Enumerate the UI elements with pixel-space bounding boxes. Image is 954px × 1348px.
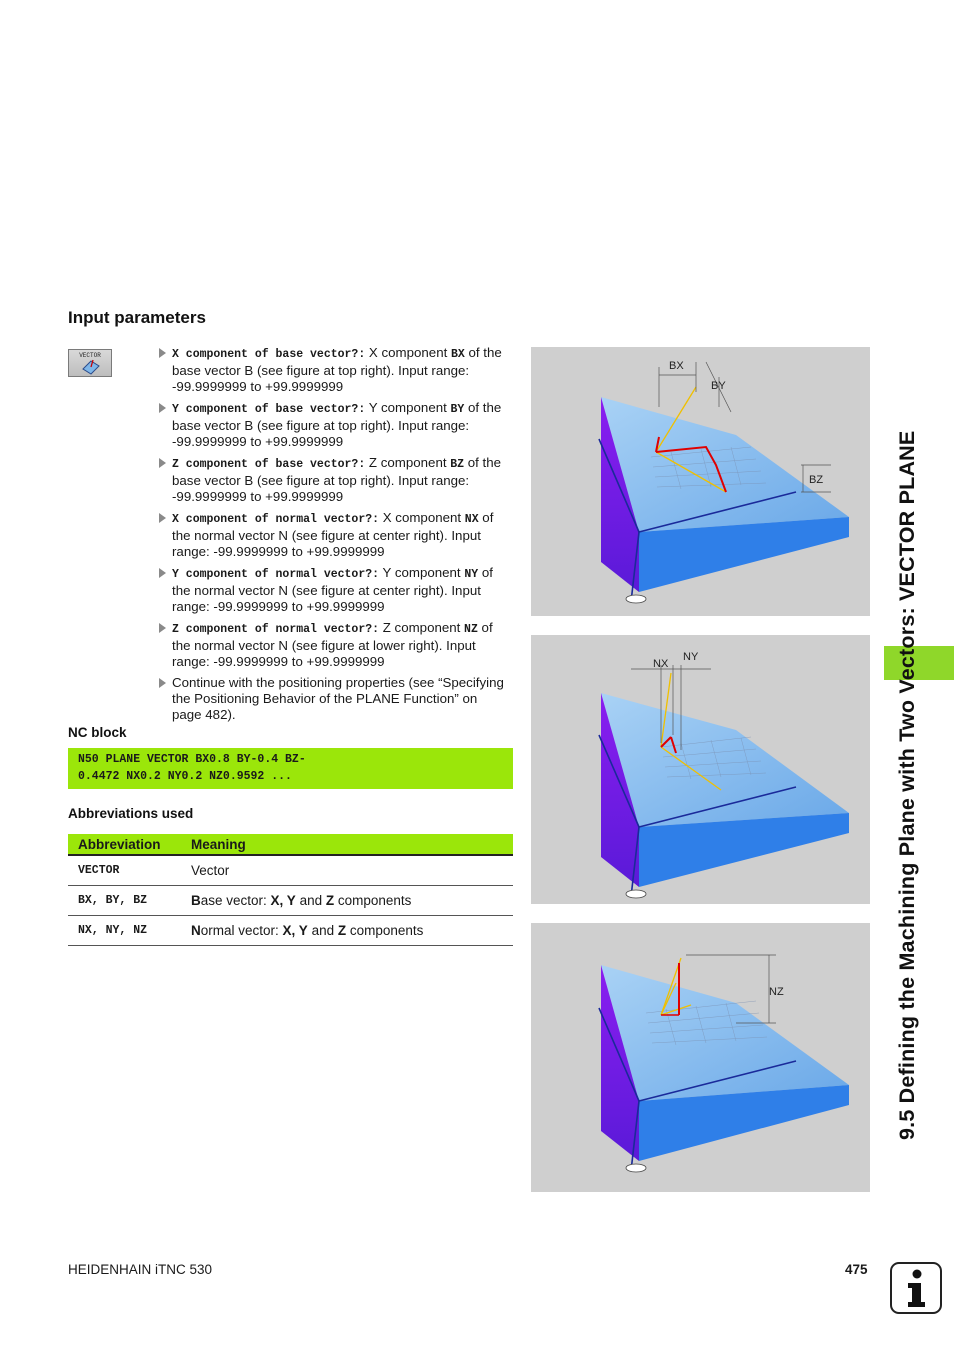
base-vector-illustration: [531, 347, 870, 616]
continue-item: [158, 675, 510, 723]
bullet-triangle-icon: [159, 513, 166, 523]
param-nx: X component of normal vector?: X component NX of the normal vector N (see figure at center right). Input range: -99.9999999 to +99.9999999: [158, 510, 510, 560]
figure-normal-vector-xy: [531, 635, 870, 904]
param-nz: Z component of normal vector?: Z component NZ of the normal vector N (see figure at lower right). Input range: -99.9999999 to +99.9999999: [158, 620, 510, 670]
param-by: Y component of base vector?: Y component BY of the base vector B (see figure at top right). Input range: -99.9999999 to +99.9999999: [158, 400, 510, 450]
meaning-cell: Base vector: X, Y and Z components: [181, 886, 513, 916]
figure-base-vector: [531, 347, 870, 616]
bullet-triangle-icon: [159, 678, 166, 688]
label-nx: NX: [653, 658, 669, 670]
abbreviations-heading: Abbreviations used: [68, 806, 194, 821]
label-bx: BX: [669, 360, 684, 372]
label-nz: NZ: [769, 986, 784, 998]
softkey-label: VECTOR: [79, 352, 101, 359]
param-bx: X component of base vector?: X component BX of the base vector B (see figure at top right). Input range: -99.9999999 to +99.9999999: [158, 345, 510, 395]
table-header-row: [68, 834, 513, 855]
bullet-triangle-icon: [159, 623, 166, 633]
bullet-triangle-icon: [159, 458, 166, 468]
vector-plane-icon: [81, 359, 101, 375]
table-row: [68, 916, 513, 946]
normal-vector-xy-illustration: [531, 635, 870, 904]
normal-vector-z-illustration: [531, 923, 870, 1192]
figure-normal-vector-z: [531, 923, 870, 1192]
abbr-cell: NX, NY, NZ: [68, 916, 181, 946]
label-by: BY: [711, 380, 726, 392]
info-icon: [890, 1262, 942, 1314]
nc-line-1: N50 PLANE VECTOR BX0.8 BY-0.4 BZ-: [78, 753, 306, 766]
bullet-triangle-icon: [159, 568, 166, 578]
nc-block-code: [68, 748, 513, 789]
parameter-list: [158, 345, 510, 728]
abbr-cell: BX, BY, BZ: [68, 886, 181, 916]
nc-line-2: 0.4472 NX0.2 NY0.2 NZ0.9592 ...: [78, 770, 292, 783]
param-bz: Z component of base vector?: Z component BZ of the base vector B (see figure at top right). Input range: -99.9999999 to +99.9999999: [158, 455, 510, 505]
table-row: [68, 855, 513, 886]
label-bz: BZ: [809, 474, 824, 486]
page-number: 475: [845, 1262, 868, 1277]
section-title: Input parameters: [68, 308, 206, 327]
param-ny: Y component of normal vector?: Y component NY of the normal vector N (see figure at center right). Input range: -99.9999999 to +99.9999999: [158, 565, 510, 615]
col-meaning: Meaning: [181, 834, 513, 855]
abbreviations-table: [68, 834, 513, 946]
table-row: [68, 886, 513, 916]
chapter-vertical-title: 9.5 Defining the Machining Plane with Two Vectors: VECTOR PLANE: [895, 430, 919, 1140]
vector-softkey[interactable]: [68, 349, 112, 377]
footer-product: HEIDENHAIN iTNC 530: [68, 1262, 213, 1277]
meaning-cell: Vector: [181, 855, 513, 886]
continue-text: Continue with the positioning properties (see “Specifying the Positioning Behavior of the PLANE Function” on page 482).: [172, 675, 504, 722]
bullet-triangle-icon: [159, 403, 166, 413]
label-ny: NY: [683, 651, 699, 663]
bullet-triangle-icon: [159, 348, 166, 358]
abbr-cell: VECTOR: [68, 855, 181, 886]
col-abbreviation: Abbreviation: [68, 834, 181, 855]
meaning-cell: Normal vector: X, Y and Z components: [181, 916, 513, 946]
nc-block-heading: NC block: [68, 725, 127, 740]
